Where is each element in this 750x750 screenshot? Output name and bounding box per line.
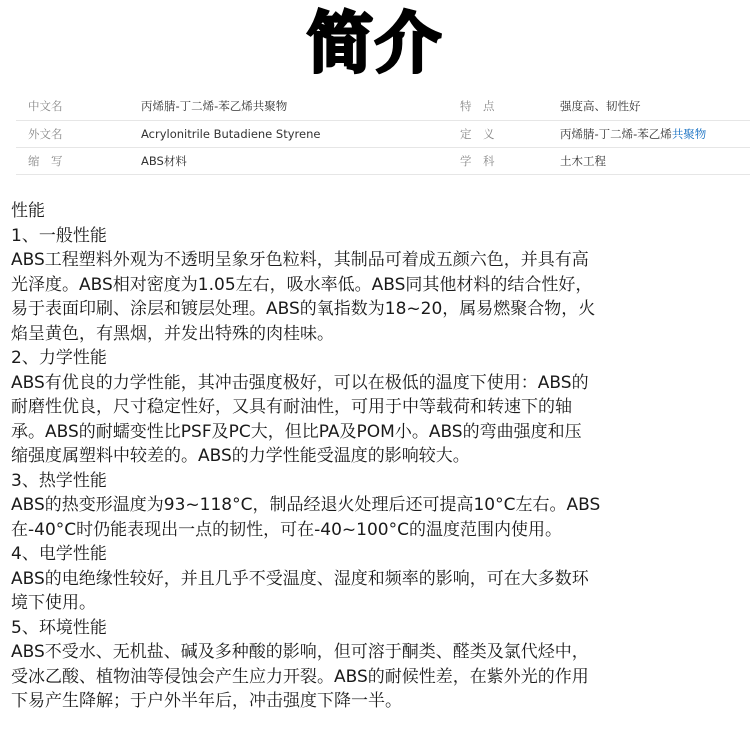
page-title: 简介 [307, 5, 443, 82]
info-value: ABS材料 [141, 153, 187, 168]
info-key: 特 点 [460, 99, 495, 114]
text-line: ABS不受水、无机盐、碱及多种酸的影响，但可溶于酮类、醛类及氯代烃中， [11, 642, 589, 662]
info-value: Acrylonitrile Butadiene Styrene [141, 126, 321, 141]
subsection-heading: 4、电学性能 [11, 544, 107, 564]
copolymer-link[interactable]: 共聚物 [671, 126, 707, 141]
section-heading: 性能 [11, 201, 45, 221]
subsection-heading: 5、环境性能 [11, 617, 107, 638]
text-line: 受冰乙酸、植物油等侵蚀会产生应力开裂。ABS的耐候性差，在紫外光的作用 [11, 666, 589, 687]
info-value-text: 丙烯腈-丁二烯-苯乙烯 [560, 126, 672, 141]
info-value: 土木工程 [560, 153, 606, 168]
info-key: 缩 写 [28, 153, 63, 168]
text-line: 境下使用。 [11, 593, 96, 613]
text-line: 承。ABS的耐蠕变性比PSF及PC大，但比PA及POM小。ABS的弯曲强度和压 [11, 421, 582, 442]
info-value: 丙烯腈-丁二烯-苯乙烯共聚物 [141, 99, 288, 114]
text-line: 耐磨性优良，尺寸稳定性好，又具有耐油性，可用于中等载荷和转速下的轴 [11, 397, 572, 417]
text-line: 光泽度。ABS相对密度为1.05左右，吸水率低。ABS同其他材料的结合性好， [11, 274, 593, 295]
text-line: 在-40°C时仍能表现出一点的韧性，可在-40~100°C的温度范围内使用。 [11, 519, 562, 540]
info-value [560, 120, 750, 147]
subsection-heading: 1、一般性能 [11, 225, 107, 246]
info-value: 强度高、韧性好 [560, 99, 641, 114]
info-key: 中文名 [28, 99, 63, 114]
table-row [16, 147, 750, 174]
info-key: 外文名 [28, 126, 63, 141]
text-line: ABS的电绝缘性较好，并且几乎不受温度、湿度和频率的影响，可在大多数环 [11, 568, 589, 589]
table-row [16, 120, 750, 147]
text-line: 焰呈黄色，有黑烟，并发出特殊的肉桂味。 [11, 323, 334, 344]
text-line: 易于表面印刷、涂层和镀层处理。ABS的氧指数为18~20，属易燃聚合物，火 [11, 299, 596, 319]
text-line: ABS的热变形温度为93~118°C，制品经退火处理后还可提高10°C左右。ABS [11, 495, 601, 515]
text-line: ABS工程塑料外观为不透明呈象牙色粒料，其制品可着成五颜六色，并具有高 [11, 250, 589, 270]
text-line: 缩强度属塑料中较差的。ABS的力学性能受温度的影响较大。 [11, 446, 470, 466]
properties-text [11, 199, 745, 714]
text-line: ABS有优良的力学性能，其冲击强度极好，可以在极低的温度下使用：ABS的 [11, 372, 589, 393]
subsection-heading: 2、力学性能 [11, 348, 107, 368]
text-line: 下易产生降解；于户外半年后，冲击强度下降一半。 [11, 691, 402, 711]
table-row [16, 93, 750, 120]
info-key: 定 义 [460, 126, 495, 141]
info-key: 学 科 [460, 153, 495, 168]
subsection-heading: 3、热学性能 [11, 470, 107, 491]
basic-info-table [16, 93, 750, 175]
